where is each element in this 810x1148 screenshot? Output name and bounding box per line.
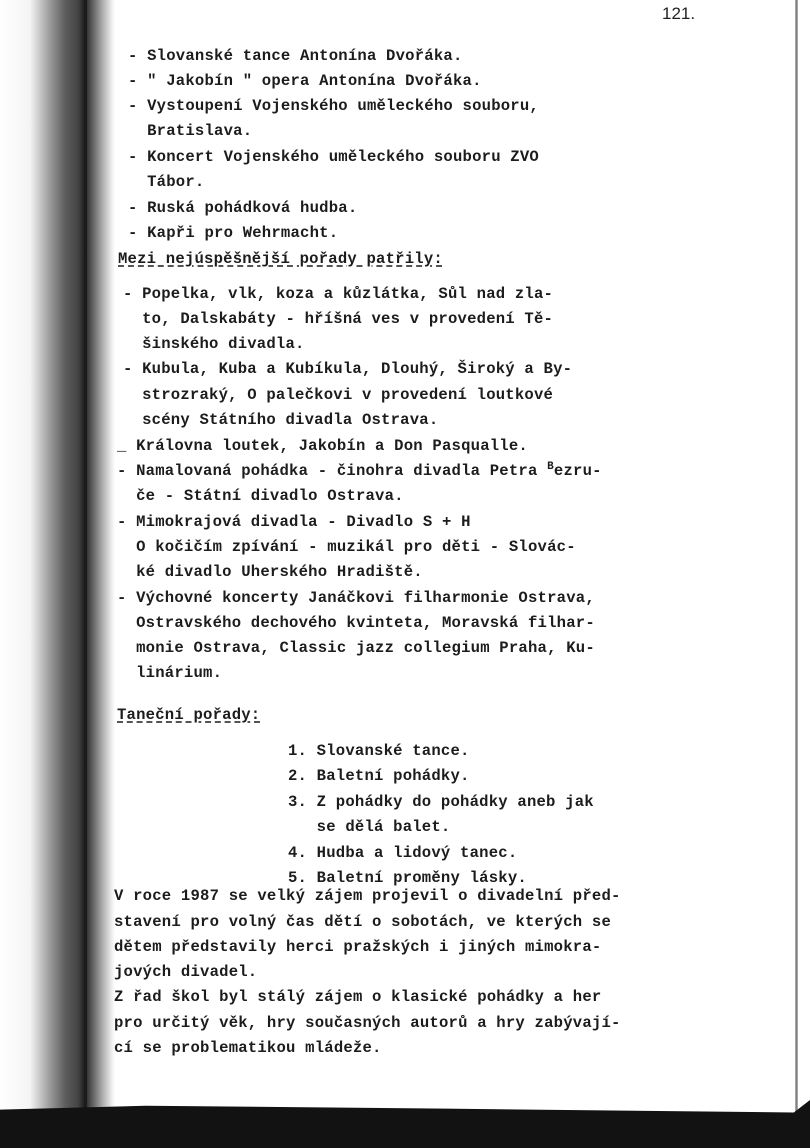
list-item: - " Jakobín " opera Antonína Dvořáka.: [128, 72, 482, 90]
list-item: [117, 461, 602, 483]
numbered-item: 2. Baletní pohádky.: [288, 767, 470, 785]
paragraph-line: cí se problematikou mládeže.: [114, 1039, 382, 1057]
binding-fold: [84, 0, 87, 1110]
paragraph-line: stavení pro volný čas dětí o sobotách, ve kterých se: [114, 913, 612, 931]
page-right-edge: [795, 0, 798, 1135]
section-heading-most-successful: Mezi nejúspěšnější pořady patřily:: [118, 250, 443, 268]
list-item: - Ruská pohádková hudba.: [128, 199, 358, 217]
list-item: scény Státního divadla Ostrava.: [123, 411, 439, 429]
list-item: monie Ostrava, Classic jazz collegium Praha, Ku-: [117, 639, 595, 657]
list-item: - Kubula, Kuba a Kubíkula, Dlouhý, Široký a By-: [123, 360, 573, 378]
numbered-item: 4. Hudba a lidový tanec.: [288, 844, 518, 862]
superscript-correction: B: [547, 461, 554, 473]
paragraph-line: Z řad škol byl stálý zájem o klasické pohádky a her: [114, 988, 602, 1006]
binding-shadow: [0, 0, 115, 1148]
list-item: Bratislava.: [128, 122, 253, 140]
paragraph-line: pro určitý věk, hry současných autorů a hry zabývají-: [114, 1014, 621, 1032]
scan-bottom-edge: [0, 1100, 810, 1148]
paragraph-line: V roce 1987 se velký zájem projevil o divadelní před-: [114, 887, 621, 905]
numbered-item: 1. Slovanské tance.: [288, 742, 470, 760]
list-item: to, Dalskabáty - hříšná ves v provedení Tě-: [123, 310, 554, 328]
list-item: O kočičím zpívání - muzikál pro děti - Slovác-: [117, 538, 576, 556]
list-item: - Koncert Vojenského uměleckého souboru ZVO: [128, 148, 539, 166]
list-item: - Kapři pro Wehrmacht.: [128, 224, 339, 242]
numbered-item: se dělá balet.: [288, 818, 451, 836]
list-item: linárium.: [117, 664, 223, 682]
list-item: - Popelka, vlk, koza a kůzlátka, Sůl nad zla-: [123, 285, 554, 303]
page-number: 121.: [662, 4, 696, 23]
section-heading-dance: Taneční pořady:: [117, 706, 261, 724]
list-item: _ Královna loutek, Jakobín a Don Pasqualle.: [117, 437, 528, 455]
paragraph-line: jových divadel.: [114, 963, 258, 981]
numbered-item: 3. Z pohádky do pohádky aneb jak: [288, 793, 594, 811]
paragraph-line: dětem představily herci pražských i jiných mimokra-: [114, 938, 602, 956]
list-item: šinského divadla.: [123, 335, 305, 353]
list-item: Tábor.: [128, 173, 205, 191]
list-item: strozraký, O palečkovi v provedení loutkové: [123, 386, 554, 404]
list-item: ké divadlo Uherského Hradiště.: [117, 563, 423, 581]
text-segment: ezru-: [553, 462, 602, 480]
list-item: če - Státní divadlo Ostrava.: [117, 487, 404, 505]
list-item: - Vystoupení Vojenského uměleckého souboru,: [128, 97, 539, 115]
list-item: - Výchovné koncerty Janáčkovi filharmonie Ostrava,: [117, 589, 595, 607]
list-item: - Mimokrajová divadla - Divadlo S + H: [117, 513, 471, 531]
text-segment: - Namalovaná pohádka - činohra divadla Petra: [117, 462, 548, 480]
numbered-item: 5. Baletní proměny lásky.: [288, 869, 527, 887]
list-item: - Slovanské tance Antonína Dvořáka.: [128, 47, 463, 65]
list-item: Ostravského dechového kvinteta, Moravská filhar-: [117, 614, 595, 632]
